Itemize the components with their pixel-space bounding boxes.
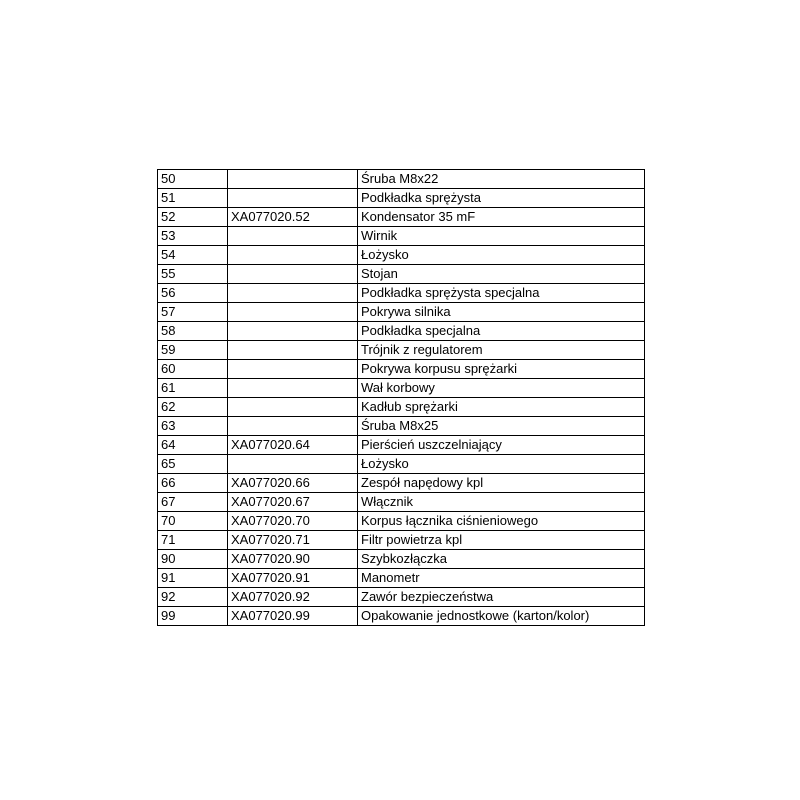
item-number-cell: 50 — [158, 170, 228, 189]
item-number-cell: 92 — [158, 588, 228, 607]
table-row — [158, 246, 645, 265]
item-number-cell: 61 — [158, 379, 228, 398]
part-code-cell — [228, 379, 358, 398]
table-row — [158, 455, 645, 474]
table-row — [158, 588, 645, 607]
part-code-cell — [228, 322, 358, 341]
part-description-cell: Pokrywa korpusu sprężarki — [358, 360, 645, 379]
part-description-cell: Pierścień uszczelniający — [358, 436, 645, 455]
table-row — [158, 284, 645, 303]
part-code-cell — [228, 360, 358, 379]
part-description-cell: Opakowanie jednostkowe (karton/kolor) — [358, 607, 645, 626]
item-number-cell: 56 — [158, 284, 228, 303]
part-code-cell: XA077020.67 — [228, 493, 358, 512]
table-row — [158, 417, 645, 436]
part-code-cell — [228, 170, 358, 189]
item-number-cell: 53 — [158, 227, 228, 246]
table-row — [158, 341, 645, 360]
item-number-cell: 52 — [158, 208, 228, 227]
part-description-cell: Manometr — [358, 569, 645, 588]
part-code-cell: XA077020.90 — [228, 550, 358, 569]
item-number-cell: 60 — [158, 360, 228, 379]
part-code-cell: XA077020.70 — [228, 512, 358, 531]
table-row — [158, 170, 645, 189]
part-code-cell — [228, 284, 358, 303]
parts-table — [157, 169, 645, 626]
item-number-cell: 66 — [158, 474, 228, 493]
part-description-cell: Śruba M8x22 — [358, 170, 645, 189]
part-description-cell: Podkładka specjalna — [358, 322, 645, 341]
part-description-cell: Podkładka sprężysta specjalna — [358, 284, 645, 303]
part-description-cell: Stojan — [358, 265, 645, 284]
part-description-cell: Pokrywa silnika — [358, 303, 645, 322]
item-number-cell: 58 — [158, 322, 228, 341]
part-description-cell: Śruba M8x25 — [358, 417, 645, 436]
table-row — [158, 398, 645, 417]
part-code-cell — [228, 455, 358, 474]
table-row — [158, 360, 645, 379]
part-description-cell: Łożysko — [358, 246, 645, 265]
item-number-cell: 54 — [158, 246, 228, 265]
part-description-cell: Wał korbowy — [358, 379, 645, 398]
part-description-cell: Kadłub sprężarki — [358, 398, 645, 417]
part-code-cell — [228, 417, 358, 436]
item-number-cell: 64 — [158, 436, 228, 455]
table-row — [158, 265, 645, 284]
item-number-cell: 99 — [158, 607, 228, 626]
part-code-cell — [228, 227, 358, 246]
part-description-cell: Kondensator 35 mF — [358, 208, 645, 227]
item-number-cell: 71 — [158, 531, 228, 550]
part-code-cell: XA077020.91 — [228, 569, 358, 588]
part-description-cell: Zawór bezpieczeństwa — [358, 588, 645, 607]
part-description-cell: Łożysko — [358, 455, 645, 474]
part-code-cell: XA077020.99 — [228, 607, 358, 626]
table-row — [158, 227, 645, 246]
part-code-cell — [228, 246, 358, 265]
table-row — [158, 208, 645, 227]
item-number-cell: 57 — [158, 303, 228, 322]
item-number-cell: 67 — [158, 493, 228, 512]
part-description-cell: Zespół napędowy kpl — [358, 474, 645, 493]
table-row — [158, 550, 645, 569]
parts-table-body — [158, 170, 645, 626]
part-code-cell — [228, 265, 358, 284]
item-number-cell: 59 — [158, 341, 228, 360]
part-description-cell: Włącznik — [358, 493, 645, 512]
table-row — [158, 569, 645, 588]
part-description-cell: Filtr powietrza kpl — [358, 531, 645, 550]
part-code-cell: XA077020.64 — [228, 436, 358, 455]
item-number-cell: 90 — [158, 550, 228, 569]
part-description-cell: Trójnik z regulatorem — [358, 341, 645, 360]
item-number-cell: 91 — [158, 569, 228, 588]
part-code-cell — [228, 398, 358, 417]
item-number-cell: 62 — [158, 398, 228, 417]
table-row — [158, 493, 645, 512]
item-number-cell: 65 — [158, 455, 228, 474]
part-description-cell: Korpus łącznika ciśnieniowego — [358, 512, 645, 531]
table-row — [158, 607, 645, 626]
part-code-cell: XA077020.66 — [228, 474, 358, 493]
part-description-cell: Wirnik — [358, 227, 645, 246]
part-code-cell: XA077020.71 — [228, 531, 358, 550]
table-row — [158, 189, 645, 208]
item-number-cell: 51 — [158, 189, 228, 208]
part-description-cell: Szybkozłączka — [358, 550, 645, 569]
item-number-cell: 70 — [158, 512, 228, 531]
item-number-cell: 63 — [158, 417, 228, 436]
table-row — [158, 531, 645, 550]
part-description-cell: Podkładka sprężysta — [358, 189, 645, 208]
table-row — [158, 436, 645, 455]
part-code-cell: XA077020.92 — [228, 588, 358, 607]
part-code-cell — [228, 189, 358, 208]
part-code-cell — [228, 303, 358, 322]
part-code-cell — [228, 341, 358, 360]
table-row — [158, 474, 645, 493]
table-row — [158, 512, 645, 531]
table-row — [158, 322, 645, 341]
part-code-cell: XA077020.52 — [228, 208, 358, 227]
table-row — [158, 303, 645, 322]
table-row — [158, 379, 645, 398]
item-number-cell: 55 — [158, 265, 228, 284]
